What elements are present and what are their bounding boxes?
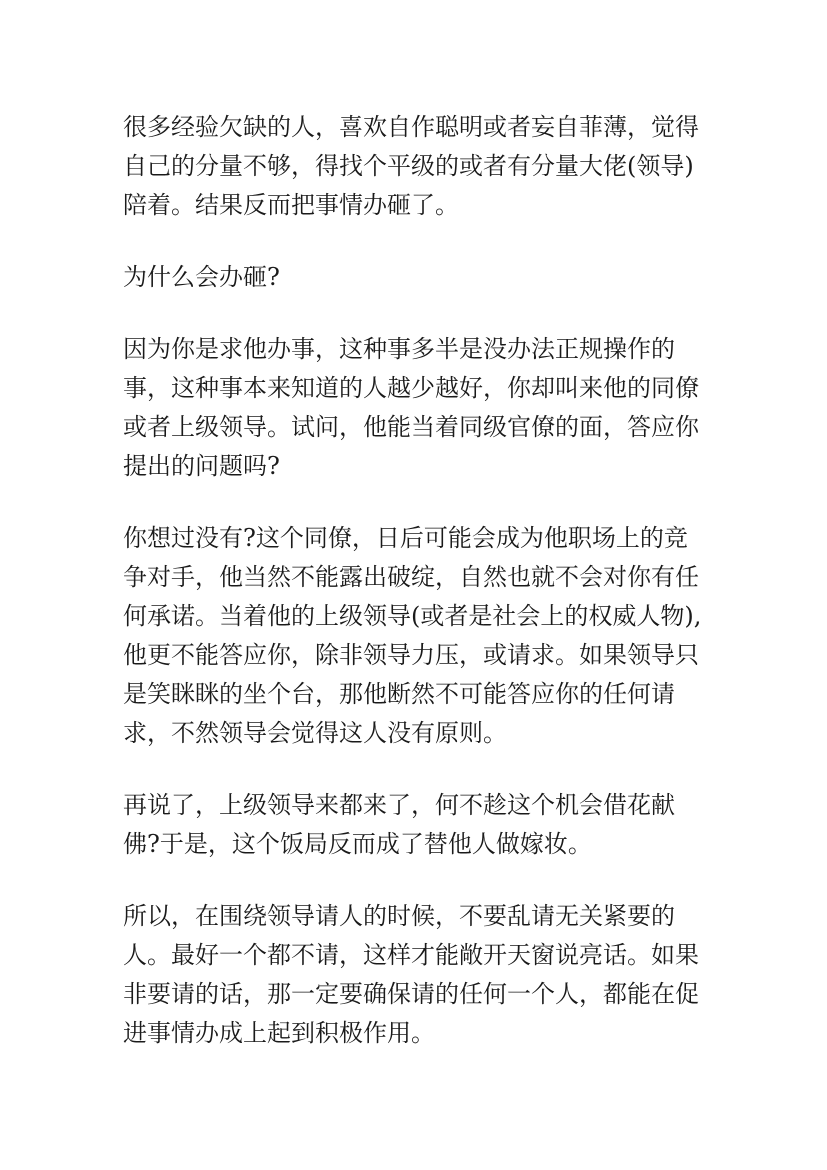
paragraph-6: 所以，在围绕领导请人的时候，不要乱请无关紧要的人。最好一个都不请，这样才能敞开天窗说亮话。如果非要请的话，那一定要确保请的任何一个人，都能在促进事情办成上起到积极作用。 [123,902,699,1047]
paragraph-3: 因为你是求他办事，这种事多半是没办法正规操作的事，这种事本来知道的人越少越好，你却叫来他的同僚或者上级领导。试问，他能当着同级官僚的面，答应你提出的问题吗? [123,335,699,480]
paragraph-2: 为什么会办砸? [123,263,280,291]
paragraph-5: 再说了，上级领导来都来了，何不趁这个机会借花献佛?于是，这个饭局反而成了替他人做嫁妆。 [123,791,675,858]
document-body [123,108,706,1053]
paragraph-4: 你想过没有?这个同僚，日后可能会成为他职场上的竞争对手，他当然不能露出破绽，自然也就不会对你有任何承诺。当着他的上级领导(或者是社会上的权威人物),他更不能答应你，除非领导力压，或请求。如果领导只是笑眯眯的坐个台，那他断然不可能答应你的任何请求，不然领导会觉得这人没有原则。 [123,524,702,747]
paragraph-1: 很多经验欠缺的人，喜欢自作聪明或者妄自菲薄，觉得自己的分量不够，得找个平级的或者有分量大佬(领导)陪着。结果反而把事情办砸了。 [123,113,699,219]
